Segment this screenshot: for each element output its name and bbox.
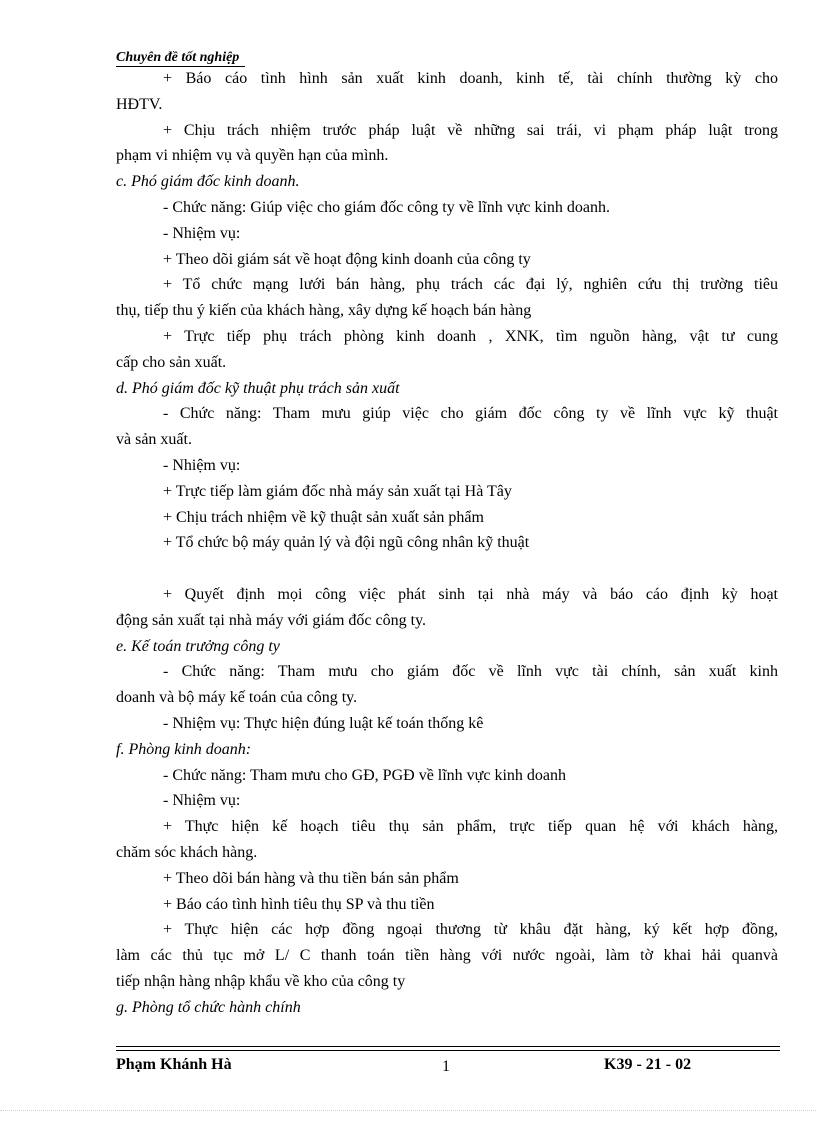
text-line: + Quyết định mọi công việc phát sinh tại nhà máy và báo cáo định kỳ hoạt: [163, 585, 778, 603]
text-line: HĐTV.: [116, 95, 163, 113]
text-line: + Tổ chức mạng lưới bán hàng, phụ trách các đại lý, nghiên cứu thị trường tiêu: [163, 276, 778, 294]
text-line: - Chức năng: Giúp việc cho giám đốc công ty về lĩnh vực kinh doanh.: [163, 198, 611, 216]
text-line: chăm sóc khách hàng.: [116, 843, 258, 861]
text-line: + Chịu trách nhiệm trước pháp luật về những sai trái, vi phạm pháp luật trong: [163, 121, 778, 139]
page-bottom-divider: [0, 1110, 816, 1111]
text-line: + Chịu trách nhiệm về kỹ thuật sản xuất sản phẩm: [163, 508, 484, 526]
text-line: + Tổ chức bộ máy quản lý và đội ngũ công nhân kỹ thuật: [163, 534, 530, 552]
footer-rule-bottom: [116, 1050, 780, 1051]
text-line: + Báo cáo tình hình sản xuất kinh doanh, kinh tế, tài chính thường kỳ cho: [163, 70, 778, 87]
section-heading: d. Phó giám đốc kỹ thuật phụ trách sản xuất: [116, 379, 400, 397]
section-heading: e. Kế toán trưởng công ty: [116, 637, 280, 655]
page-header: Chuyên đề tốt nghiệp: [116, 50, 245, 67]
text-line: + Báo cáo tình hình tiêu thụ SP và thu tiền: [163, 895, 435, 913]
text-line: + Trực tiếp làm giám đốc nhà máy sản xuất tại Hà Tây: [163, 482, 512, 500]
text-line: - Chức năng: Tham mưu giúp việc cho giám đốc công ty về lĩnh vực kỹ thuật: [163, 405, 778, 423]
text-line: cấp cho sản xuất.: [116, 353, 227, 371]
text-line: làm các thủ tục mở L/ C thanh toán tiền hàng với nước ngoài, làm tờ khai hải quanvà: [116, 947, 778, 965]
text-line: - Nhiệm vụ:: [163, 456, 241, 474]
document-body: [116, 66, 778, 1020]
text-line: + Theo dõi giám sát về hoạt động kinh doanh của công ty: [163, 250, 531, 268]
text-line: - Chức năng: Tham mưu cho GĐ, PGĐ về lĩnh vực kinh doanh: [163, 766, 566, 784]
blank-line: [116, 556, 778, 582]
page-number: 1: [442, 1058, 450, 1075]
text-line: động sản xuất tại nhà máy với giám đốc công ty.: [116, 611, 427, 629]
footer-rule-top: [116, 1046, 780, 1047]
text-line: thụ, tiếp thu ý kiến của khách hàng, xây dựng kế hoạch bán hàng: [116, 302, 532, 320]
footer-class-code: K39 - 21 - 02: [604, 1056, 692, 1073]
section-heading: g. Phòng tổ chức hành chính: [116, 998, 301, 1016]
text-line: + Thực hiện kế hoạch tiêu thụ sản phẩm, trực tiếp quan hệ với khách hàng,: [163, 818, 778, 836]
text-line: - Nhiệm vụ:: [163, 792, 241, 810]
section-heading: c. Phó giám đốc kinh doanh.: [116, 173, 300, 191]
section-heading: f. Phòng kinh doanh:: [116, 740, 252, 758]
footer-author: Phạm Khánh Hà: [116, 1056, 232, 1073]
text-line: - Nhiệm vụ:: [163, 224, 241, 242]
text-line: + Theo dõi bán hàng và thu tiền bán sản phẩm: [163, 869, 459, 887]
text-line: - Nhiệm vụ: Thực hiện đúng luật kế toán thống kê: [163, 714, 484, 732]
text-line: + Thực hiện các hợp đồng ngoại thương từ khâu đặt hàng, ký kết hợp đồng,: [163, 921, 778, 939]
text-line: + Trực tiếp phụ trách phòng kinh doanh , XNK, tìm nguồn hàng, vật tư cung: [163, 327, 778, 345]
text-line: phạm vi nhiệm vụ và quyền hạn của mình.: [116, 147, 389, 165]
text-line: tiếp nhận hàng nhập khẩu về kho của công ty: [116, 972, 406, 990]
text-line: và sản xuất.: [116, 431, 192, 449]
text-line: - Chức năng: Tham mưu cho giám đốc về lĩnh vực tài chính, sản xuất kinh: [163, 663, 778, 681]
text-line: doanh và bộ máy kế toán của công ty.: [116, 689, 358, 707]
